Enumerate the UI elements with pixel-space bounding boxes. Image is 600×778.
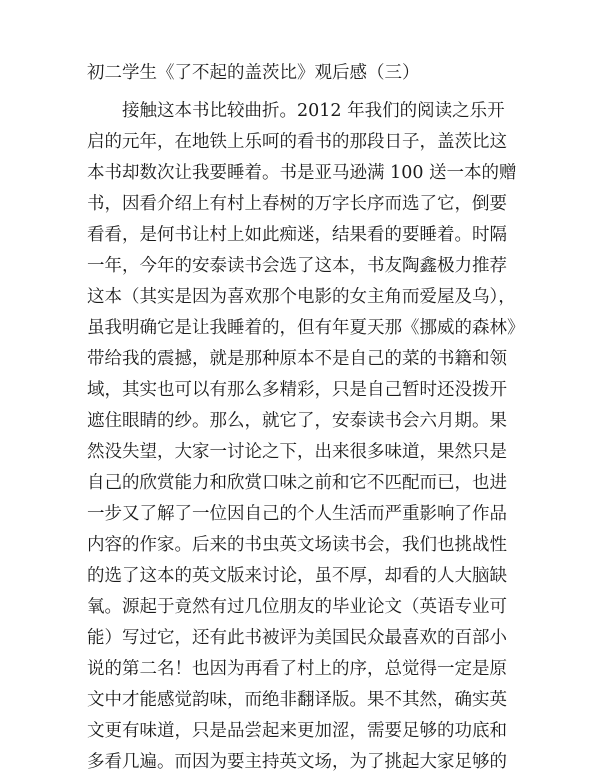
document-body [87,96,525,778]
body-line: 说的第二名！也因为再看了村上的序，总觉得一定是原 [87,659,507,679]
body-line: 自己的欣赏能力和欣赏口味之前和它不匹配而已，也进 [87,473,507,493]
body-line: 然没失望，大家一讨论之下，出来很多味道，果然只是 [87,442,507,462]
body-line: 接触这本书比较曲折。2012 年我们的阅读之乐开 [122,101,505,121]
body-line: 看看，是何书让村上如此痴迷，结果看的要睡着。时隔 [87,225,507,245]
body-line: 本书却数次让我要睡着。书是亚马逊满 100 送一本的赠 [87,163,517,183]
body-line: 带给我的震撼，就是那种原本不是自己的菜的书籍和领 [87,349,507,369]
document-title: 初二学生《了不起的盖茨比》观后感（三） [87,63,420,83]
body-line: 域，其实也可以有那么多精彩，只是自己暂时还没拨开 [87,380,507,400]
body-line: 内容的作家。后来的书虫英文场读书会，我们也挑战性 [87,535,507,555]
body-line: 的选了这本的英文版来讨论，虽不厚，却看的人大脑缺 [87,566,507,586]
body-line: 文中才能感觉韵味，而绝非翻译版。果不其然，确实英 [87,690,507,710]
body-line: 书，因看介绍上有村上春树的万字长序而选了它，倒要 [87,194,507,214]
body-line: 文更有味道，只是品尝起来更加涩，需要足够的功底和 [87,721,507,741]
body-line: 能）写过它，还有此书被评为美国民众最喜欢的百部小 [87,628,507,648]
body-line: 一年，今年的安泰读书会选了这本，书友陶鑫极力推荐 [87,256,507,276]
body-line: 氧。源起于竟然有过几位朋友的毕业论文（英语专业可 [87,597,507,617]
body-line: 虽我明确它是让我睡着的，但有年夏天那《挪威的森林》 [87,318,525,338]
body-line: 一步又了解了一位因自己的个人生活而严重影响了作品 [87,504,507,524]
body-line: 启的元年，在地铁上乐呵的看书的那段日子，盖茨比这 [87,132,507,152]
body-line: 多看几遍。而因为要主持英文场，为了挑起大家足够的 [87,752,507,772]
body-line: 遮住眼睛的纱。那么，就它了，安泰读书会六月期。果 [87,411,507,431]
body-line: 这本（其实是因为喜欢那个电影的女主角而爱屋及乌）， [87,287,516,307]
